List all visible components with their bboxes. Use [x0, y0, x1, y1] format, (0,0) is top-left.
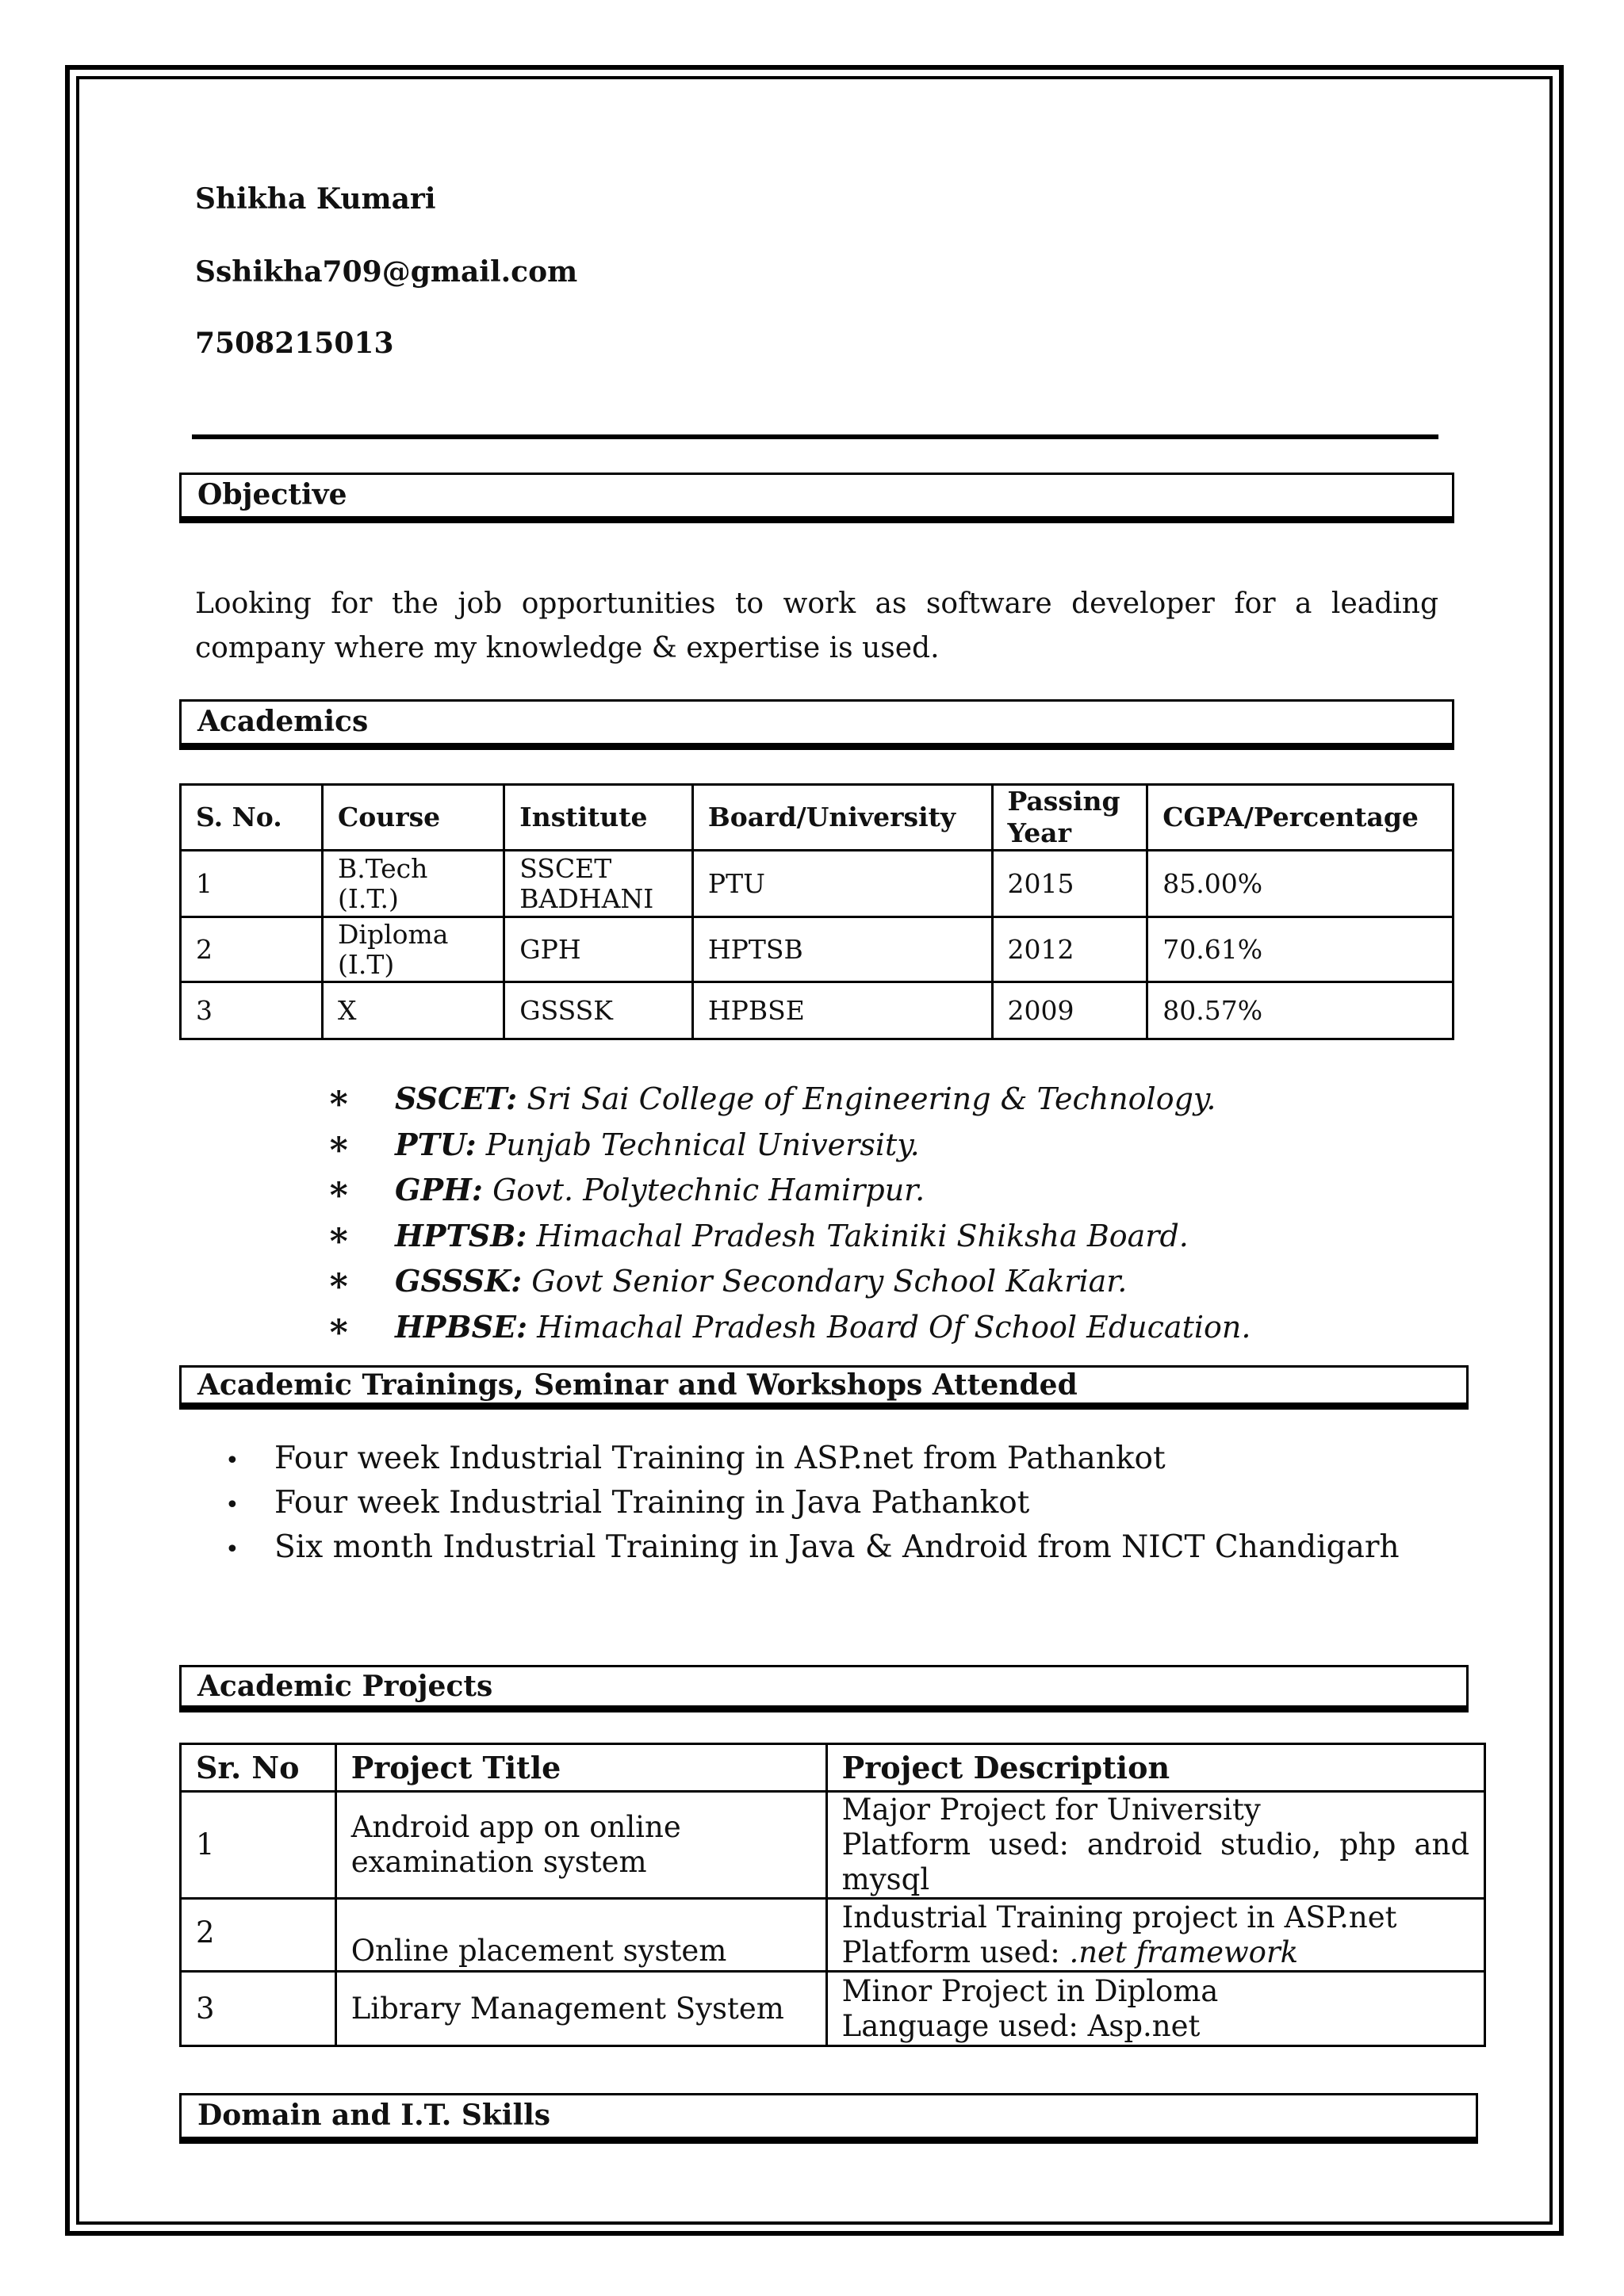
academics-header-row — [181, 785, 1454, 851]
abbreviation-value: Punjab Technical University. — [485, 1127, 920, 1162]
section-heading-objective: Objective — [179, 473, 1454, 519]
table-row — [181, 1972, 1485, 2046]
abbreviation-value: Govt Senior Secondary School Kakriar. — [531, 1264, 1128, 1299]
list-item — [225, 1481, 1400, 1525]
table-row — [181, 917, 1454, 982]
table-row — [181, 1792, 1485, 1899]
bullet-icon: • — [225, 1447, 239, 1475]
asterisk-bullet-icon: ∗ — [327, 1260, 351, 1301]
abbreviation-key: GSSSK: — [395, 1263, 523, 1299]
table-cell: 2 — [181, 917, 323, 982]
abbreviation-key: GPH: — [395, 1172, 483, 1208]
table-cell: 85.00% — [1147, 851, 1454, 917]
academics-header-cell: CGPA/Percentage — [1147, 785, 1454, 851]
project-description-line: Major Project for University — [841, 1793, 1261, 1827]
asterisk-bullet-icon: ∗ — [327, 1305, 351, 1346]
list-item — [225, 1437, 1400, 1481]
academics-header-cell: Institute — [504, 785, 693, 851]
list-item — [327, 1212, 1251, 1258]
candidate-name: Shikha Kumari — [195, 182, 436, 216]
table-cell: PTU — [692, 851, 992, 917]
candidate-phone: 7508215013 — [195, 327, 394, 360]
training-text: Six month Industrial Training in Java & Android from NICT Chandigarh — [274, 1529, 1400, 1565]
project-description-line: Industrial Training project in ASP.net — [841, 1900, 1397, 1934]
table-cell — [826, 1899, 1484, 1972]
project-description-line: Minor Project in Diploma — [841, 1973, 1219, 2008]
abbreviation-value: Sri Sai College of Engineering & Technology. — [527, 1081, 1216, 1116]
table-cell — [826, 1972, 1484, 2046]
list-item — [225, 1525, 1400, 1570]
table-cell: 3 — [181, 1972, 336, 2046]
header-divider — [192, 434, 1438, 439]
candidate-email: Sshikha709@gmail.com — [195, 255, 578, 289]
project-platform-line — [842, 1935, 1469, 1970]
platform-value: .net framework — [1069, 1934, 1299, 1969]
table-row — [181, 851, 1454, 917]
table-cell: 2012 — [992, 917, 1147, 982]
table-cell: SSCET BADHANI — [504, 851, 693, 917]
list-item — [327, 1257, 1251, 1303]
academics-header-cell: Board/University — [692, 785, 992, 851]
training-text: Four week Industrial Training in Java Pathankot — [274, 1485, 1030, 1521]
asterisk-bullet-icon: ∗ — [327, 1123, 351, 1164]
table-cell: Android app on online examination system — [335, 1792, 826, 1899]
table-cell: GSSSK — [504, 982, 693, 1039]
table-cell: GPH — [504, 917, 693, 982]
section-heading-projects: Academic Projects — [179, 1665, 1469, 1708]
list-item — [327, 1121, 1251, 1167]
project-platform-line: Platform used: android studio, php and mysql — [841, 1827, 1469, 1896]
section-heading-skills: Domain and I.T. Skills — [179, 2093, 1478, 2139]
table-cell: B.Tech (I.T.) — [322, 851, 504, 917]
bullet-icon: • — [225, 1536, 239, 1563]
abbreviation-key: HPBSE: — [395, 1308, 528, 1345]
list-item — [327, 1166, 1251, 1212]
trainings-list — [225, 1437, 1400, 1570]
table-cell: 2009 — [992, 982, 1147, 1039]
projects-header-cell: Sr. No — [181, 1744, 336, 1792]
table-cell: Library Management System — [335, 1972, 826, 2046]
list-item — [327, 1303, 1251, 1349]
list-item — [327, 1075, 1251, 1121]
table-cell: 70.61% — [1147, 917, 1454, 982]
table-row — [181, 982, 1454, 1039]
academics-header-cell: Passing Year — [992, 785, 1147, 851]
abbreviation-value: Himachal Pradesh Board Of School Education. — [537, 1309, 1251, 1345]
section-heading-trainings: Academic Trainings, Seminar and Workshops Attended — [179, 1365, 1469, 1405]
asterisk-bullet-icon: ∗ — [327, 1169, 351, 1210]
projects-header-row — [181, 1744, 1485, 1792]
academics-header-cell: Course — [322, 785, 504, 851]
objective-text: Looking for the job opportunities to work as software developer for a leading company where my knowledge & expertise is used. — [195, 587, 1438, 664]
table-cell: Diploma (I.T) — [322, 917, 504, 982]
table-cell: 3 — [181, 982, 323, 1039]
project-platform-line: Language used: Asp.net — [841, 2008, 1201, 2043]
platform-label: Platform used: — [841, 1934, 1070, 1969]
academics-table — [179, 783, 1454, 1040]
table-cell: 2 — [181, 1899, 336, 1972]
table-row — [181, 1899, 1485, 1972]
table-cell: X — [322, 982, 504, 1039]
table-cell: 1 — [181, 851, 323, 917]
abbreviation-value: Himachal Pradesh Takiniki Shiksha Board. — [536, 1218, 1189, 1253]
table-cell — [826, 1792, 1484, 1899]
section-heading-academics: Academics — [179, 699, 1454, 745]
abbreviation-list — [327, 1075, 1251, 1349]
table-cell: HPTSB — [692, 917, 992, 982]
asterisk-bullet-icon: ∗ — [327, 1077, 351, 1118]
table-cell: Online placement system — [335, 1899, 826, 1972]
table-cell: 2015 — [992, 851, 1147, 917]
table-cell: 80.57% — [1147, 982, 1454, 1039]
training-text: Four week Industrial Training in ASP.net from Pathankot — [274, 1441, 1166, 1476]
abbreviation-key: PTU: — [395, 1126, 477, 1162]
abbreviation-value: Govt. Polytechnic Hamirpur. — [492, 1173, 925, 1208]
projects-header-cell: Project Description — [826, 1744, 1484, 1792]
abbreviation-key: SSCET: — [395, 1081, 518, 1116]
asterisk-bullet-icon: ∗ — [327, 1214, 351, 1255]
bullet-icon: • — [225, 1491, 239, 1519]
table-cell: HPBSE — [692, 982, 992, 1039]
table-cell: 1 — [181, 1792, 336, 1899]
academics-header-cell: S. No. — [181, 785, 323, 851]
projects-table — [179, 1743, 1486, 2047]
projects-header-cell: Project Title — [335, 1744, 826, 1792]
abbreviation-key: HPTSB: — [395, 1217, 527, 1253]
